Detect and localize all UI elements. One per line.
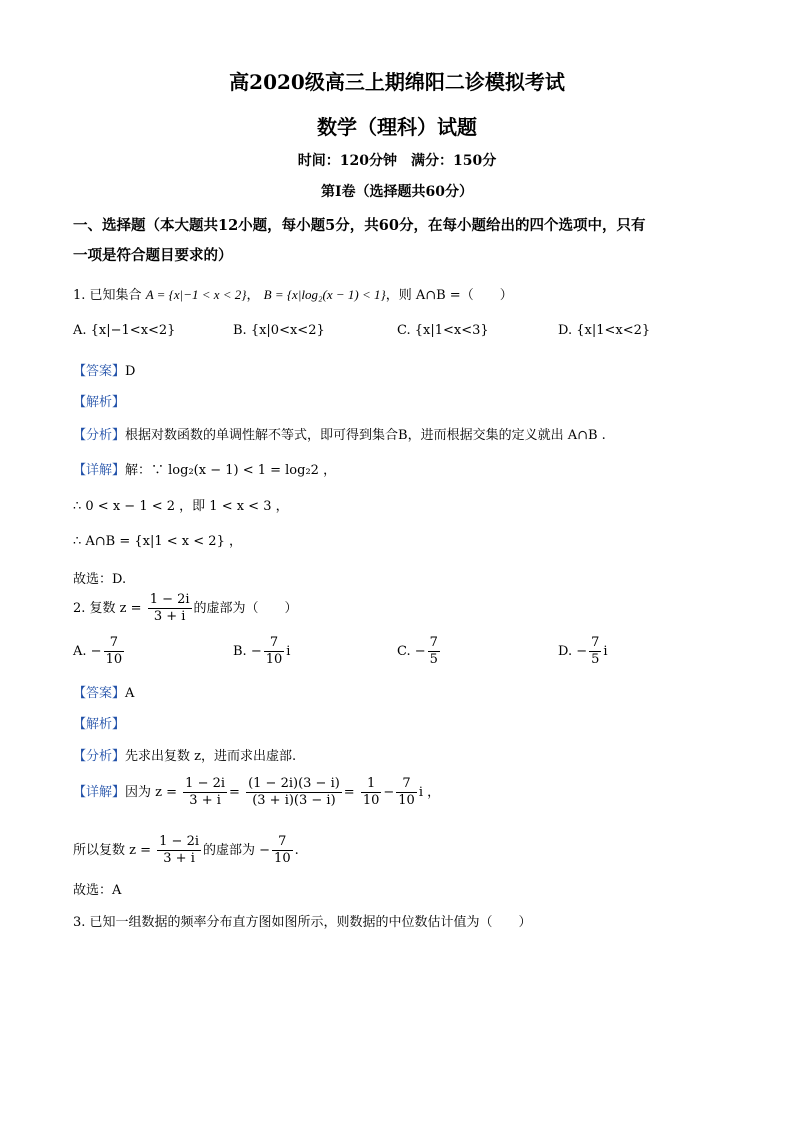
q1-detail-line1: [73, 459, 336, 478]
analysis-tag: 【解析】: [73, 395, 126, 410]
q2-option-c-den: 5: [429, 652, 438, 667]
q2-option-a: [73, 635, 126, 668]
q1-option-b: B. {x|0<x<2}: [233, 323, 325, 338]
q2-option-d-num: 7: [591, 635, 600, 650]
q2-so-line: [73, 834, 299, 867]
q1-option-a: A. {x|−1<x<2}: [73, 323, 176, 338]
q2-so-frac: [157, 834, 201, 867]
q2-option-a-sign: −: [90, 644, 102, 659]
q2-detail-frac4-den: 10: [398, 793, 415, 808]
q2-option-a-frac: [104, 635, 125, 668]
q2-so-rnum: 7: [272, 834, 293, 851]
q2-detail-frac1: [183, 776, 227, 809]
q2-detail-frac2: [246, 776, 342, 809]
q2-detail-frac3: [361, 776, 382, 809]
q2-prefix: 2. 复数 z =: [73, 601, 142, 616]
q2-option-c: [397, 635, 442, 668]
fenxi-tag: 【分析】: [73, 749, 126, 764]
q2-detail-frac1-den: 3 + i: [189, 793, 221, 808]
q1-detail-line2: ∴ 0 < x − 1 < 2 ，即 1 < x < 3 ，: [73, 499, 289, 514]
q2-option-a-den: 10: [105, 652, 123, 667]
q2-so-lead: 所以复数 z =: [73, 843, 152, 858]
q2-so-den: 3 + i: [163, 851, 195, 866]
q1-prefix: 1. 已知集合: [73, 288, 142, 303]
q2-detail-frac3-den: 10: [362, 793, 380, 808]
q1-ask: ，则 A∩B =（ ）: [385, 288, 513, 303]
q2-option-c-sign: −: [414, 644, 426, 659]
time-score-line: 时间：120分钟 满分：150分: [297, 153, 497, 169]
q2-detail-frac2-num: (1 − 2i)(3 − i): [248, 776, 340, 791]
question-1: 1. 已知集合 A = {x|−1 < x < 2}， B = {x|log₂(x − 1) < 1}，则 A∩B =（ ）: [73, 287, 513, 303]
q1-set-a: A = {x|−1 < x < 2}: [145, 287, 247, 302]
detail-tag: 【详解】: [73, 785, 126, 800]
q2-option-b-den: 10: [265, 652, 283, 667]
question-2: [73, 592, 298, 625]
q2-so-rden: 10: [274, 851, 291, 866]
q1-detail-1: 解：∵ log₂(x − 1) < 1 = log₂2 ，: [125, 463, 337, 478]
q2-option-b-frac: [264, 635, 285, 668]
q2-answer: A: [125, 686, 135, 701]
q2-option-d-suffix: i: [603, 644, 608, 659]
q1-answer-line: [73, 360, 135, 379]
q2-option-d-den: 5: [591, 652, 600, 667]
q2-option-a-num: 7: [104, 635, 125, 652]
fenxi-tag: 【分析】: [73, 428, 126, 443]
q2-detail-frac4: [396, 776, 417, 809]
q2-so-num: 1 − 2i: [159, 834, 200, 849]
q2-detail-lead: 因为 z =: [125, 785, 178, 800]
q2-detail-frac4-num: 7: [396, 776, 417, 793]
q2-so-result: [272, 834, 293, 867]
q2-option-c-label: C.: [397, 644, 411, 659]
exam-title: 高2020级高三上期绵阳二诊模拟考试: [229, 70, 565, 94]
q2-option-b-num: 7: [264, 635, 285, 652]
q2-fenxi: 先求出复数 z，进而求出虚部.: [125, 749, 297, 764]
q2-answer-line: [73, 682, 134, 701]
q1-fenxi: 根据对数函数的单调性解不等式，即可得到集合B，进而根据交集的定义就出 A∩B .: [125, 428, 606, 443]
q2-detail-frac3-num: 1: [361, 776, 382, 793]
q2-so-end: .: [294, 843, 299, 858]
analysis-tag: 【解析】: [73, 717, 126, 732]
q1-option-d: D. {x|1<x<2}: [558, 323, 651, 338]
q2-option-d: [558, 635, 608, 668]
q2-option-b-sign: −: [250, 644, 262, 659]
q2-den: 3 + i: [153, 609, 186, 624]
q1-conclusion: 故选：D.: [73, 572, 127, 587]
q2-fenxi-line: [73, 745, 296, 764]
q2-option-c-frac: [428, 635, 440, 668]
q2-conclusion: 故选：A: [73, 883, 122, 898]
q2-detail-frac1-num: 1 − 2i: [185, 776, 226, 791]
answer-tag: 【答案】: [73, 686, 126, 701]
q2-detail-tail: i ，: [418, 785, 441, 800]
q2-option-b: [233, 635, 290, 668]
section-heading-line1: 一、选择题（本大题共12小题，每小题5分，共60分，在每小题给出的四个选项中，只有: [73, 217, 646, 234]
q2-num: 1 − 2i: [149, 592, 190, 607]
q2-option-b-label: B.: [233, 644, 247, 659]
q2-option-d-label: D.: [558, 644, 573, 659]
q2-option-d-frac: [589, 635, 601, 668]
q2-option-c-num: 7: [429, 635, 438, 650]
q2-ask: 的虚部为（ ）: [193, 601, 298, 616]
q2-option-d-sign: −: [576, 644, 588, 659]
answer-tag: 【答案】: [73, 364, 126, 379]
section-heading-line2: 一项是符合题目要求的）: [73, 247, 233, 264]
q2-option-a-label: A.: [73, 644, 87, 659]
volume-heading: 第Ⅰ卷（选择题共60分）: [320, 184, 474, 200]
q2-detail-line: 【详解】因为 z = $\frac{1 - 2i}{3 + i}$ = $\frac{(1 - 2i)(3 - i)}{(3 + i)(3 - i)}$ = $\frac{1}{10}$ − $\frac{7}{10}$ i ，: [73, 776, 441, 808]
q2-option-b-suffix: i: [286, 644, 291, 659]
q2-detail-frac2-den: (3 + i)(3 − i): [252, 793, 336, 808]
exam-subtitle: 数学（理科）试题: [317, 115, 477, 139]
detail-tag: 【详解】: [73, 463, 126, 478]
q1-option-c: C. {x|1<x<3}: [397, 323, 489, 338]
q2-fraction: [148, 592, 192, 625]
q1-answer: D: [125, 364, 136, 379]
q1-set-b: B = {x|log₂(x − 1) < 1}: [263, 287, 386, 302]
q1-detail-line3: ∴ A∩B = {x|1 < x < 2} ，: [73, 534, 242, 549]
q1-fenxi-line: [73, 424, 606, 443]
q2-so-mid: 的虚部为 −: [203, 843, 271, 858]
question-3: 3. 已知一组数据的频率分布直方图如图所示，则数据的中位数估计值为（ ）: [73, 915, 532, 930]
